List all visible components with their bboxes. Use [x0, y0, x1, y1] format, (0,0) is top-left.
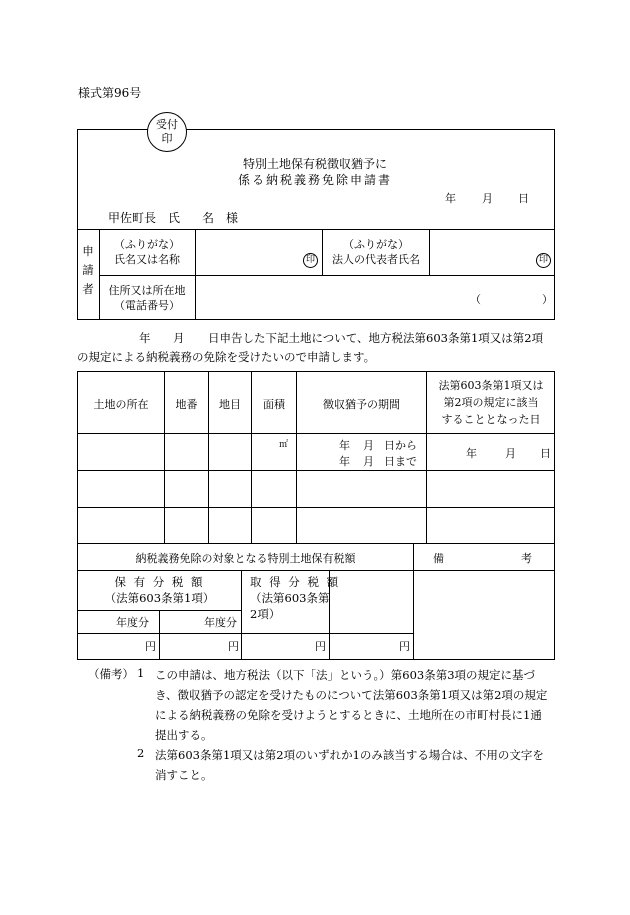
tax-table-title: 納税義務免除の対象となる特別土地保有税額: [135, 552, 356, 565]
note-2: [155, 745, 544, 785]
applicable-month: 月: [505, 447, 516, 460]
period-to-rest: 日まで: [384, 455, 417, 468]
holding-tax-line1: 保 有 分 税 額: [114, 575, 205, 589]
intro-month: 月: [173, 331, 185, 345]
period-from-year: 年: [339, 439, 350, 452]
phone-close-paren: ）: [542, 293, 553, 306]
name-label: 氏名又は名称: [114, 253, 180, 266]
form-title: [200, 156, 430, 188]
header-lot: 地番: [175, 398, 198, 411]
period-to-year: 年: [339, 455, 350, 468]
applicant-section-label: [80, 242, 96, 299]
note-2-line1: 法第603条第1項又は第2項のいずれか1のみ該当する場合は、不用の文字を: [155, 748, 544, 762]
yen-4: 円: [399, 640, 410, 653]
fiscal-year-1: 年度分: [116, 616, 149, 629]
remarks-header: 備 考: [433, 552, 532, 565]
applicant-char-1: 申: [82, 244, 94, 258]
period-from-month: 月: [363, 439, 374, 452]
rep-seal-icon: 印: [536, 253, 551, 268]
date-day: 日: [518, 192, 529, 205]
header-area: 面積: [263, 398, 285, 411]
rep-label: 法人の代表者氏名: [332, 253, 420, 266]
header-period: 徴収猶予の期間: [323, 398, 400, 411]
rep-furigana-label: （ふりがな）: [343, 238, 409, 251]
area-unit: ㎡: [279, 440, 289, 450]
name-seal-icon: 印: [303, 253, 318, 268]
address-label-cell: [100, 283, 194, 313]
acquisition-tax-line2: （法第603条第: [250, 591, 330, 605]
notes-label: （備考）: [88, 667, 134, 681]
date-month: 月: [482, 192, 493, 205]
fiscal-year-2: 年度分: [204, 616, 237, 629]
applicable-year: 年: [466, 447, 477, 460]
applicant-char-3: 者: [82, 282, 94, 296]
title-line1: 特別土地保有税徴収猶予に: [242, 157, 387, 171]
title-line2: 係る納税義務免除申請書: [237, 173, 392, 187]
note-1-line2: き、徴収猶予の認定を受けたものについて法第603条第1項又は第2項の規定: [155, 688, 548, 702]
note-2-line2: 消すこと。: [155, 768, 213, 782]
header-applicable-line3: することとなった日: [441, 413, 541, 426]
note-2-number: 2: [137, 746, 145, 760]
acquisition-tax-header: [250, 574, 340, 622]
intro-line1: 日申告した下記土地について、地方税法第603条第1項又は第2項: [208, 331, 544, 345]
yen-3: 円: [315, 640, 326, 653]
header-category: 地目: [219, 398, 241, 411]
rep-label-cell: [323, 237, 429, 267]
note-1-line4: 提出する。: [155, 728, 213, 742]
stamp-line1: 受付: [156, 118, 178, 131]
yen-2: 円: [228, 640, 239, 653]
header-applicable-line1: 法第603条第1項又は: [438, 379, 544, 392]
phone-label: （電話番号）: [114, 299, 180, 312]
note-1-number: 1: [137, 666, 145, 680]
receipt-stamp: [147, 112, 187, 152]
note-1: [155, 665, 547, 745]
addressee-prefix: 甲佐町長 氏: [108, 211, 181, 225]
furigana-label: （ふりがな）: [114, 238, 180, 251]
note-1-line1: この申請は、地方税法（以下「法」という。）第603条第3項の規定に基づ: [155, 668, 536, 682]
form-number: 様式第96号: [78, 86, 142, 100]
intro-year: 年: [139, 331, 151, 345]
header-location: 土地の所在: [93, 398, 149, 411]
address-label: 住所又は所在地: [108, 284, 186, 297]
header-applicable-line2: 第2項の規定に該当: [443, 396, 539, 409]
period-from-rest: 日から: [384, 439, 417, 452]
stamp-line2: 印: [161, 132, 173, 145]
name-label-cell: [100, 237, 194, 267]
yen-1: 円: [145, 640, 156, 653]
acquisition-tax-line3: 2項）: [250, 607, 281, 621]
applicant-char-2: 請: [82, 263, 94, 277]
acquisition-tax-line1: 取 得 分 税 額: [250, 575, 341, 589]
period-to-month: 月: [363, 455, 374, 468]
date-year: 年: [445, 192, 456, 205]
holding-tax-header: [78, 574, 241, 606]
phone-open-paren: （: [470, 293, 481, 306]
applicable-day: 日: [540, 447, 551, 460]
header-applicable-date: [427, 377, 555, 428]
intro-line2: の規定による納税義務の免除を受けたいので申請します。: [77, 350, 376, 364]
addressee-name: 名: [202, 211, 215, 225]
holding-tax-line2: （法第603条第1項）: [104, 591, 215, 605]
note-1-line3: による納税義務の免除を受けようとするときに、土地所在の市町村長に1通: [155, 708, 542, 722]
addressee-suffix: 様: [226, 211, 239, 225]
